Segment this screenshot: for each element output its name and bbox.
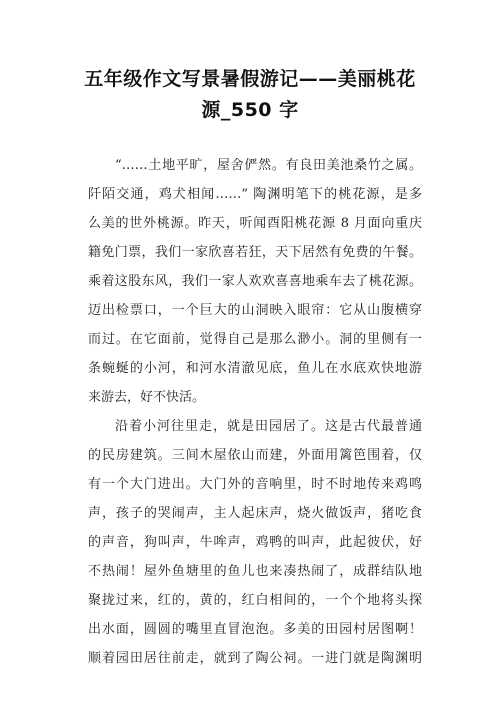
paragraph-line: 出水面，圆圆的嘴里直冒泡泡。多美的田园村居图啊！ — [88, 622, 422, 637]
paragraph-line: 条蜿蜒的小河，和河水清澈见底，鱼儿在水底欢快地游 — [88, 361, 422, 376]
paragraph-line: 阡陌交通，鸡犬相闻……” 陶渊明笔下的桃花源，是多 — [88, 187, 422, 202]
paragraph-line: “……土地平旷，屋舍俨然。有良田美池桑竹之属。 — [115, 158, 422, 173]
paragraph-line: 沿着小河往里走，就是田园居了。这是古代最普通 — [115, 419, 422, 434]
paragraph-line: 而过。在它面前，觉得自己是那么渺小。洞的里侧有一 — [88, 332, 422, 347]
paragraph-line: 不热闹！屋外鱼塘里的鱼儿也来凑热闹了，成群结队地 — [88, 564, 422, 579]
paragraph-line: 的民房建筑。三间木屋依山而建，外面用篱笆围着，仅 — [88, 448, 422, 463]
paragraph-line: 聚拢过来，红的，黄的，红白相间的，一个个地将头探 — [88, 593, 422, 608]
paragraph-line: 来游去，好不快活。 — [88, 390, 206, 405]
paragraph-line: 么美的世外桃源。昨天，听闻酉阳桃花源 8 月面向重庆 — [88, 216, 422, 231]
paragraph-1 — [88, 151, 422, 412]
paragraph-line: 乘着这股东风，我们一家人欢欢喜喜地乘车去了桃花源。 — [88, 274, 422, 289]
paragraph-line: 顺着园田居往前走，就到了陶公祠。一进门就是陶渊明 — [88, 651, 422, 666]
paragraph-2 — [88, 412, 422, 673]
document-body — [88, 151, 422, 673]
paragraph-line: 声，孩子的哭闹声，主人起床声，烧火做饭声，猪吃食 — [88, 506, 422, 521]
paragraph-line: 迈出检票口，一个巨大的山洞映入眼帘：它从山腹横穿 — [88, 303, 422, 318]
document-title — [80, 64, 420, 126]
paragraph-line: 籍免门票，我们一家欣喜若狂，天下居然有免费的午餐。 — [88, 245, 422, 260]
paragraph-line: 有一个大门进出。大门外的音响里，时不时地传来鸡鸣 — [88, 477, 422, 492]
title-line-2: 源_550 字 — [201, 99, 299, 121]
title-line-1: 五年级作文写景暑假游记——美丽桃花 — [84, 68, 416, 90]
paragraph-line: 的声音，狗叫声，牛哞声，鸡鸭的叫声，此起彼伏，好 — [88, 535, 422, 550]
